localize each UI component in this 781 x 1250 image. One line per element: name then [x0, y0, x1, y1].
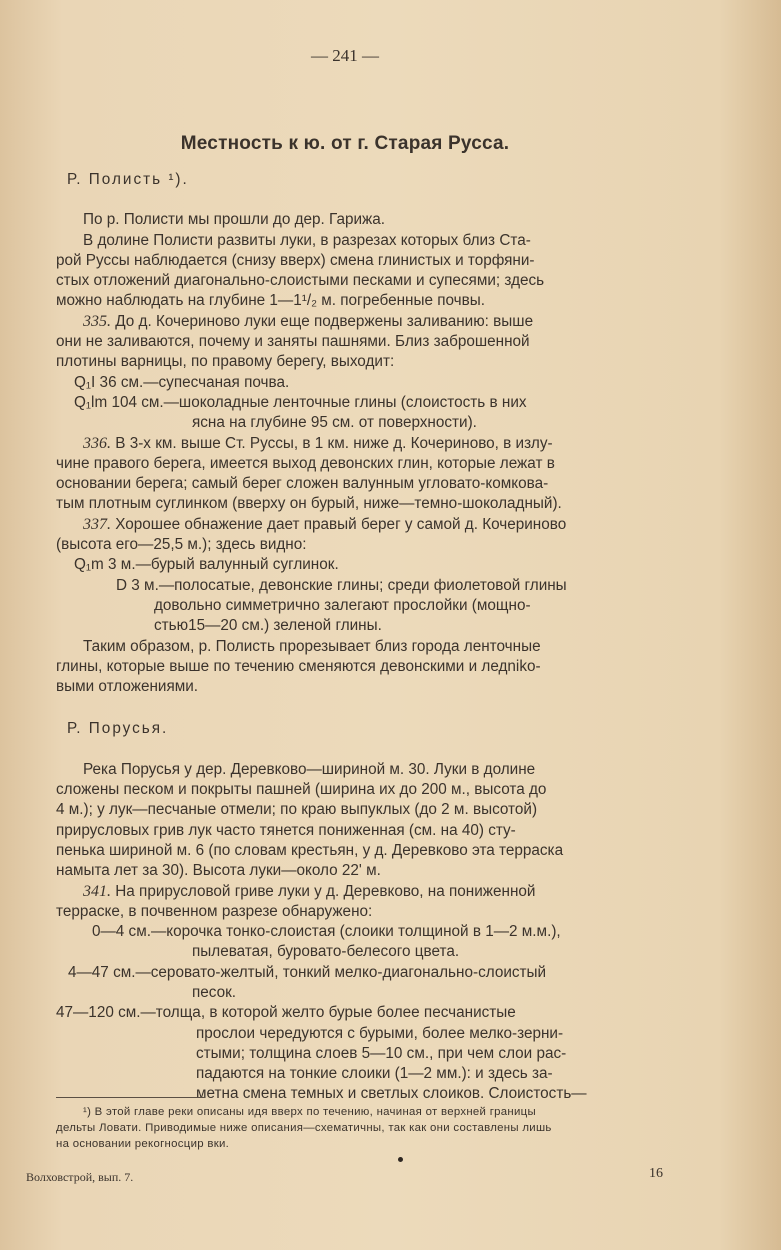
layer-item: 0—4 см.—корочка тонко-слоистая (слоики толщиной в 1—2 м.м.),	[92, 923, 561, 941]
text-line: пенька шириной м. 6 (по словам крестьян, у д. Деревково эта терраска	[56, 841, 564, 859]
text-line: глины, которые выше по течению сменяются девонскими и ледniko-	[56, 657, 541, 675]
layer-item: Q₁I 36 см.—супесчаная почва.	[74, 373, 290, 391]
layer-item: Q₁m 3 м.—бурый валунный суглинок.	[74, 556, 339, 574]
paragraph-intro: По р. Полисти мы прошли до дер. Гарижа.	[83, 211, 385, 229]
text-line: До д. Кочериново луки еще подвержены заливанию: выше	[115, 312, 534, 330]
text-line: они не заливаются, почему и заняты пашнями. Близ заброшенной	[56, 333, 530, 351]
layer-item: 4—47 см.—серовато-желтый, тонкий мелко-диагонально-слоистый	[68, 963, 547, 981]
entry-number-341: 341.	[83, 882, 111, 900]
text-line: (высота его—25,5 м.); здесь видно:	[56, 536, 307, 554]
text-line: 4 м.); у лук—песчаные отмели; по краю выпуклых (до 2 м. высотой)	[56, 801, 538, 819]
main-text	[56, 170, 676, 1105]
layer-item: Q₁lm 104 см.—шоколадные ленточные глины (слоистость в них	[74, 393, 527, 411]
layer-item-continued: прослои чередуются с бурыми, более мелко-зерни-	[196, 1024, 564, 1042]
section-heading-porusya: Р. Порусья.	[67, 720, 169, 738]
text-line: В 3-х км. выше Ст. Руссы, в 1 км. ниже д. Кочериново, в излу-	[115, 434, 553, 452]
text-line: терраске, в почвенном разрезе обнаружено:	[56, 902, 373, 920]
layer-item-continued: пылеватая, буровато-белесого цвета.	[192, 943, 460, 961]
text-line: можно наблюдать на глубине 1—1¹/₂ м. погребенные почвы.	[56, 292, 486, 310]
layer-item-continued: метна смена темных и светлых слоиков. Слоистость—	[196, 1085, 587, 1103]
layer-item: 47—120 см.—толща, в которой желто бурые более песчанистые	[56, 1004, 516, 1022]
entry-number-337: 337.	[83, 515, 111, 533]
ink-dot	[398, 1157, 403, 1162]
text-line: намыта лет за 30). Высота луки—около 22' м.	[56, 862, 381, 880]
layer-item-continued: довольно симметрично залегают прослойки (мощно-	[154, 596, 531, 614]
layer-item-continued: песок.	[192, 983, 237, 1001]
layer-item-continued: стью15—20 см.) зеленой глины.	[154, 617, 382, 635]
text-line: Река Порусья у дер. Деревково—шириной м. 30. Луки в долине	[83, 760, 536, 778]
entry-number-335: 335.	[83, 312, 111, 330]
text-line: чине правого берега, имеется выход девонских глин, которые лежат в	[56, 454, 555, 472]
text-line: В долине Полисти развиты луки, в разрезах которых близ Ста-	[83, 231, 531, 249]
footnote	[56, 1104, 676, 1152]
footnote-line: на основании рекогносцир вки.	[56, 1138, 230, 1150]
text-line: На прирусловой гриве луки у д. Деревково, на пониженной	[115, 882, 536, 900]
text-line: выми отложениями.	[56, 678, 199, 696]
section-heading-polist: Р. Полисть ¹).	[67, 171, 189, 188]
layer-item-continued: ясна на глубине 95 см. от поверхности).	[192, 414, 477, 432]
footnote-divider	[56, 1097, 204, 1098]
footnote-line: ¹) В этой главе реки описаны идя вверх по течению, начиная от верхней границы	[83, 1106, 536, 1118]
text-line: рой Руссы наблюдается (снизу вверх) смена глинистых и торфяни-	[56, 251, 535, 269]
chapter-title: Местность к ю. от г. Старая Русса.	[180, 133, 510, 154]
text-line: плотины варницы, по правому берегу, выходит:	[56, 353, 395, 371]
footnote-line: дельты Ловати. Приводимые ниже описания—схематичны, так как они составлены лишь	[56, 1122, 552, 1134]
text-line: Таким образом, р. Полисть прорезывает близ города ленточные	[83, 637, 541, 655]
publication-signature: Волховстрой, вып. 7.	[26, 1170, 134, 1184]
text-line: Хорошее обнажение дает правый берег у самой д. Кочериново	[115, 515, 567, 533]
text-line: тым плотным суглинком (вверху он бурый, ниже—темно-шоколадный).	[56, 495, 562, 513]
text-line: прирусловых грив лук часто тянется пониженная (см. на 40) сту-	[56, 821, 516, 839]
sheet-mark: 16	[649, 1166, 663, 1181]
layer-item-continued: стыми; толщина слоев 5—10 см., при чем слои рас-	[196, 1044, 567, 1062]
page-number: — 241 —	[311, 46, 379, 65]
text-line: основании берега; самый берег сложен валунным угловато-комкова-	[56, 475, 549, 493]
text-line: стых отложений диагонально-слоистыми песками и супесями; здесь	[56, 272, 545, 290]
entry-number-336: 336.	[83, 434, 111, 452]
text-line: сложены песком и покрыты пашней (ширина их до 200 м., высота до	[56, 781, 547, 799]
layer-item-continued: падаются на тонкие слоики (1—2 мм.): и здесь за-	[196, 1065, 553, 1083]
layer-item: D 3 м.—полосатые, девонские глины; среди фиолетовой глины	[116, 576, 567, 594]
